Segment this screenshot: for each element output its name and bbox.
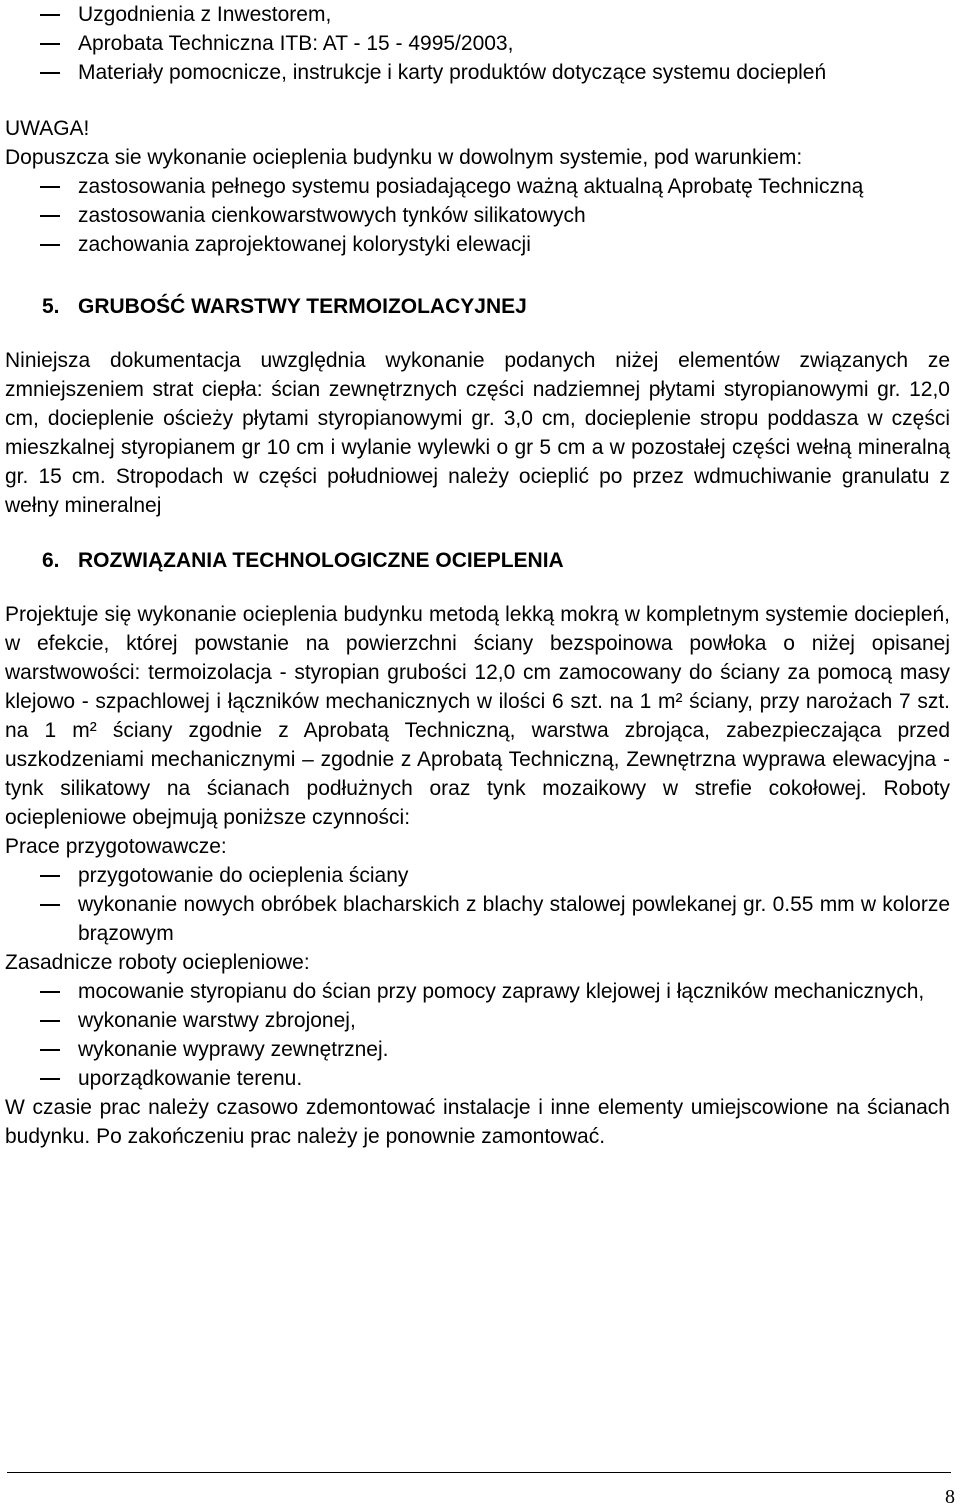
dash-bullet-icon	[40, 1078, 60, 1080]
list-item: Aprobata Techniczna ITB: AT - 15 - 4995/2003,	[5, 29, 950, 58]
dash-bullet-icon	[40, 904, 60, 906]
reference-list	[5, 0, 950, 87]
list-item: zastosowania pełnego systemu posiadającego ważną aktualną Aprobatę Techniczną	[5, 172, 950, 201]
section-5-body: Niniejsza dokumentacja uwzględnia wykonanie podanych niżej elementów związanych ze zmniejszeniem strat ciepła: ścian zewnętrznych części nadziemnej płytami styropianowymi gr. 12,0 cm, docieplenie ościeży płytami styropianowymi gr. 3,0 cm, docieplenie stropu poddasza w części mieszkalnej styropianem gr 10 cm i wylanie wylewki o gr 5 cm a w pozostałej części wełną mineralną gr. 15 cm. Stropodach w części południowej należy ocieplić po przez wdmuchiwanie granulatu z wełny mineralnej	[5, 349, 950, 517]
list-item: wykonanie nowych obróbek blacharskich z blachy stalowej powlekanej gr. 0.55 mm w kolorze brązowym	[5, 890, 950, 948]
dash-bullet-icon	[40, 244, 60, 246]
section-number: 6.	[42, 549, 60, 572]
list-item: wykonanie wyprawy zewnętrznej.	[5, 1035, 950, 1064]
page-number: 8	[945, 1486, 955, 1508]
dash-bullet-icon	[40, 72, 60, 74]
main-works-label: Zasadnicze roboty ociepleniowe:	[5, 951, 310, 974]
section-6-heading	[5, 546, 950, 575]
list-item: Uzgodnienia z Inwestorem,	[5, 0, 950, 29]
section-title: GRUBOŚĆ WARSTWY TERMOIZOLACYJNEJ	[78, 295, 527, 318]
list-item: Materiały pomocnicze, instrukcje i karty produktów dotyczące systemu dociepleń	[5, 58, 950, 87]
dash-bullet-icon	[40, 875, 60, 877]
dash-bullet-icon	[40, 1020, 60, 1022]
list-item: uporządkowanie terenu.	[5, 1064, 950, 1093]
uwaga-text: Dopuszcza sie wykonanie ocieplenia budynku w dowolnym systemie, pod warunkiem:	[5, 146, 803, 169]
document-page	[5, 0, 950, 1151]
section-6-body: Projektuje się wykonanie ocieplenia budynku metodą lekką mokrą w kompletnym systemie dociepleń, w efekcie, której powstanie na powierzchni ściany bezspoinowa powłoka o niżej opisanej warstwowości: termoizolacja - styropian grubości 12,0 cm zamocowany do ściany za pomocą masy klejowo - szpachlowej i łączników mechanicznych w ilości 6 szt. na 1 m² ściany, przy narożach 7 szt. na 1 m² ściany zgodnie z Aprobatą Techniczną, warstwa zbrojąca, zabezpieczająca przed uszkodzeniami mechanicznymi – zgodnie z Aprobatą Techniczną, Zewnętrzna wyprawa elewacyjna - tynk silikatowy na ścianach podłużnych oraz tynk mozaikowy w strefie cokołowej. Roboty ociepleniowe obejmują poniższe czynności:	[5, 603, 950, 829]
footer-divider	[7, 1472, 951, 1473]
dash-bullet-icon	[40, 43, 60, 45]
main-works-list	[5, 977, 950, 1093]
dash-bullet-icon	[40, 215, 60, 217]
list-item: przygotowanie do ocieplenia ściany	[5, 861, 950, 890]
uwaga-list	[5, 172, 950, 259]
prep-list	[5, 861, 950, 948]
uwaga-label: UWAGA!	[5, 117, 90, 140]
list-item: mocowanie styropianu do ścian przy pomocy zaprawy klejowej i łączników mechanicznych,	[5, 977, 950, 1006]
dash-bullet-icon	[40, 1049, 60, 1051]
dash-bullet-icon	[40, 14, 60, 16]
prep-label: Prace przygotowawcze:	[5, 835, 227, 858]
section-5-heading	[5, 292, 950, 321]
section-number: 5.	[42, 295, 60, 318]
section-title: ROZWIĄZANIA TECHNOLOGICZNE OCIEPLENIA	[78, 549, 564, 572]
list-item: zastosowania cienkowarstwowych tynków silikatowych	[5, 201, 950, 230]
dash-bullet-icon	[40, 991, 60, 993]
list-item: wykonanie warstwy zbrojonej,	[5, 1006, 950, 1035]
dash-bullet-icon	[40, 186, 60, 188]
closing-paragraph: W czasie prac należy czasowo zdemontować instalacje i inne elementy umiejscowione na ścianach budynku. Po zakończeniu prac należy je ponownie zamontować.	[5, 1096, 950, 1148]
list-item: zachowania zaprojektowanej kolorystyki elewacji	[5, 230, 950, 259]
